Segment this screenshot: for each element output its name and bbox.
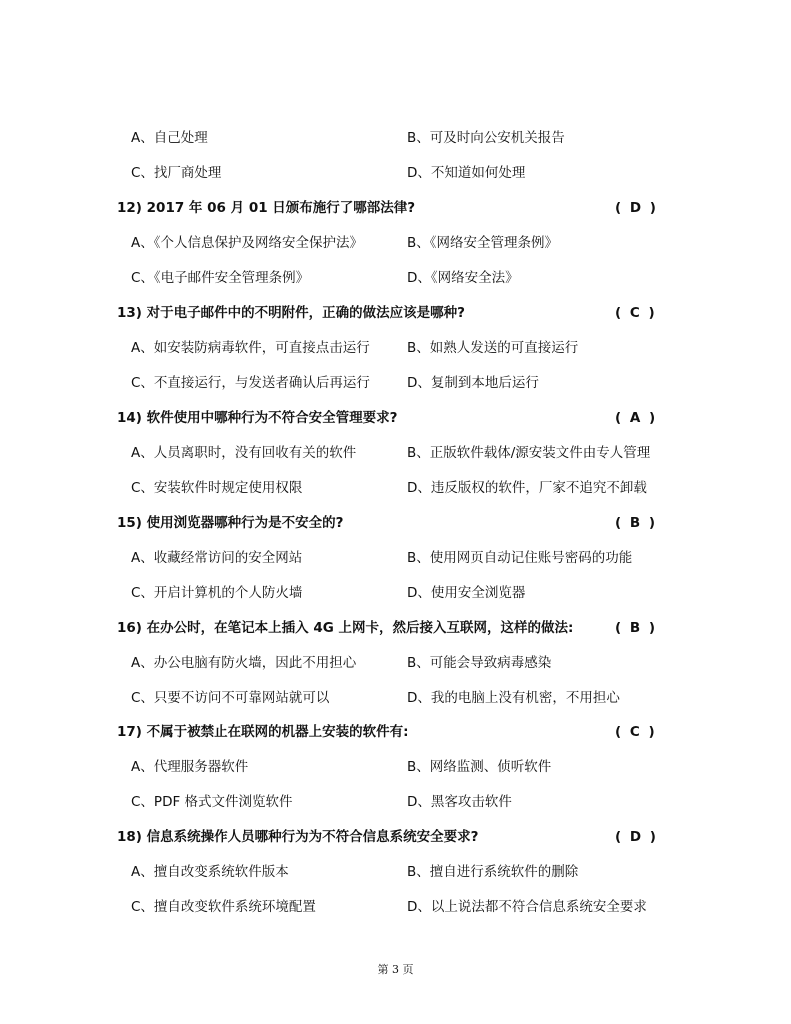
option-row — [0, 266, 791, 290]
option-row — [0, 336, 791, 360]
question-text: 14) 软件使用中哪种行为不符合安全管理要求? — [117, 410, 398, 426]
option-a: A、擅自改变系统软件版本 — [131, 864, 289, 880]
answer-key: ( B ) — [615, 620, 658, 636]
option-b: B、正版软件载体/源安装文件由专人管理 — [407, 445, 651, 461]
question-14 — [0, 406, 791, 430]
question-text: 16) 在办公时，在笔记本上插入 4G 上网卡，然后接入互联网，这样的做法: — [117, 620, 574, 636]
option-row — [0, 231, 791, 255]
answer-key: ( C ) — [615, 724, 657, 740]
option-row — [0, 441, 791, 465]
question-16 — [0, 616, 791, 640]
option-row — [0, 860, 791, 884]
option-row — [0, 126, 791, 150]
option-row — [0, 755, 791, 779]
option-d: D、以上说法都不符合信息系统安全要求 — [407, 899, 647, 915]
page-number: 第 3 页 — [377, 963, 414, 976]
option-a: A、如安装防病毒软件，可直接点击运行 — [131, 340, 370, 356]
option-b: B、如熟人发送的可直接运行 — [407, 340, 579, 356]
option-c: C、不直接运行，与发送者确认后再运行 — [131, 375, 370, 391]
option-a: A、人员离职时，没有回收有关的软件 — [131, 445, 357, 461]
option-c: C、找厂商处理 — [131, 165, 222, 181]
question-text: 17) 不属于被禁止在联网的机器上安装的软件有: — [117, 724, 409, 740]
option-row — [0, 686, 791, 710]
option-a: A、办公电脑有防火墙，因此不用担心 — [131, 655, 357, 671]
question-13 — [0, 301, 791, 325]
option-a: A、《个人信息保护及网络安全保护法》 — [131, 235, 363, 251]
option-row — [0, 790, 791, 814]
answer-key: ( D ) — [615, 200, 658, 216]
option-a: A、收藏经常访问的安全网站 — [131, 550, 303, 566]
option-a: A、代理服务器软件 — [131, 759, 249, 775]
question-12 — [0, 196, 791, 220]
option-row — [0, 651, 791, 675]
option-c: C、PDF 格式文件浏览软件 — [131, 794, 293, 810]
option-d: D、不知道如何处理 — [407, 165, 526, 181]
answer-key: ( D ) — [615, 829, 658, 845]
answer-key: ( B ) — [615, 515, 658, 531]
question-15 — [0, 511, 791, 535]
option-b: B、可能会导致病毒感染 — [407, 655, 552, 671]
question-text: 13) 对于电子邮件中的不明附件，正确的做法应该是哪种? — [117, 305, 465, 321]
option-b: B、使用网页自动记住账号密码的功能 — [407, 550, 633, 566]
question-text: 18) 信息系统操作人员哪种行为为不符合信息系统安全要求? — [117, 829, 479, 845]
option-b: B、可及时向公安机关报告 — [407, 130, 565, 146]
option-row — [0, 895, 791, 919]
option-c: C、擅自改变软件系统环境配置 — [131, 899, 316, 915]
answer-key: ( A ) — [615, 410, 658, 426]
option-d: D、违反版权的软件，厂家不追究不卸载 — [407, 480, 647, 496]
option-c: C、安装软件时规定使用权限 — [131, 480, 303, 496]
question-17 — [0, 720, 791, 744]
question-text: 15) 使用浏览器哪种行为是不安全的? — [117, 515, 344, 531]
option-row — [0, 581, 791, 605]
option-c: C、《电子邮件安全管理条例》 — [131, 270, 310, 286]
option-d: D、黑客攻击软件 — [407, 794, 512, 810]
option-d: D、《网络安全法》 — [407, 270, 519, 286]
option-b: B、擅自进行系统软件的删除 — [407, 864, 579, 880]
question-18 — [0, 825, 791, 849]
option-row — [0, 476, 791, 500]
question-text: 12) 2017 年 06 月 01 日颁布施行了哪部法律? — [117, 200, 416, 216]
option-d: D、复制到本地后运行 — [407, 375, 539, 391]
option-c: C、只要不访问不可靠网站就可以 — [131, 690, 330, 706]
option-row — [0, 161, 791, 185]
option-b: B、网络监测、侦听软件 — [407, 759, 552, 775]
option-row — [0, 546, 791, 570]
option-d: D、我的电脑上没有机密，不用担心 — [407, 690, 620, 706]
option-c: C、开启计算机的个人防火墙 — [131, 585, 303, 601]
option-row — [0, 371, 791, 395]
answer-key: ( C ) — [615, 305, 657, 321]
option-a: A、自己处理 — [131, 130, 208, 146]
option-d: D、使用安全浏览器 — [407, 585, 526, 601]
option-b: B、《网络安全管理条例》 — [407, 235, 559, 251]
